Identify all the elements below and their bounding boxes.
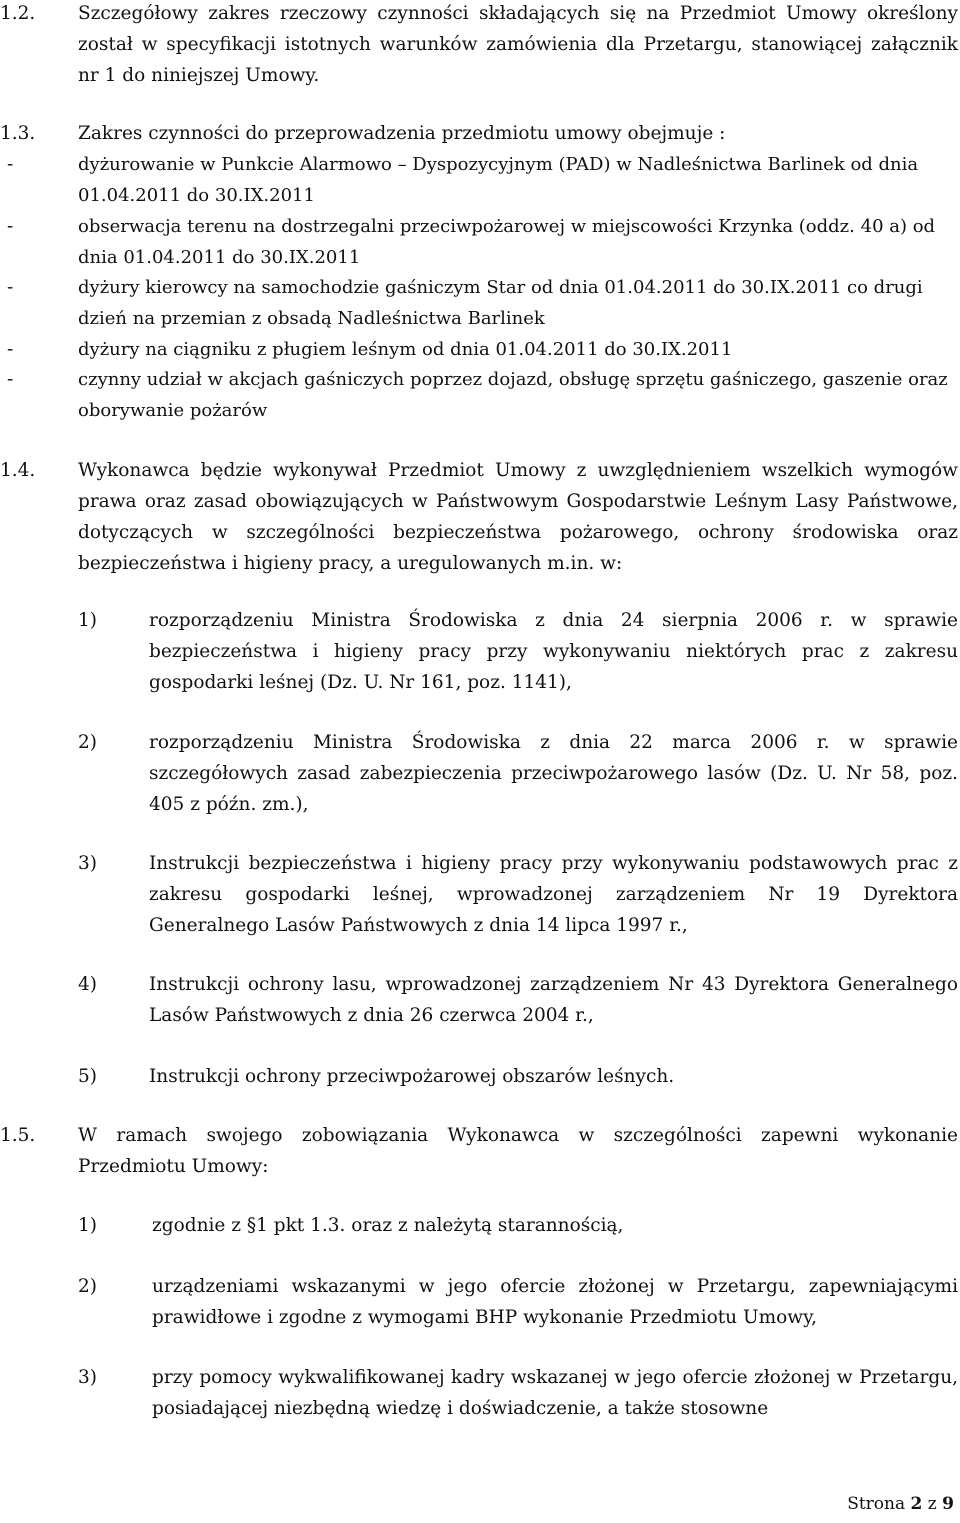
section-number: 1.3.	[0, 123, 36, 144]
page-separator: z	[927, 1494, 937, 1514]
list-item-text: Instrukcji bezpieczeństwa i higieny pracy przy wykonywaniu podstawowych prac z zakresu gospodarki leśnej, wprowadzonej zarządzeniem Nr 19 Dyrektora Generalnego Lasów Państwowych z dnia 14 lipca 1997 r.,	[149, 853, 958, 936]
section-text: Zakres czynności do przeprowadzenia przedmiotu umowy obejmuje :	[78, 123, 726, 144]
current-page-number: 2	[910, 1494, 923, 1514]
list-item-text: Instrukcji ochrony lasu, wprowadzonej zarządzeniem Nr 43 Dyrektora Generalnego Lasów Państwowych z dnia 26 czerwca 2004 r.,	[149, 974, 958, 1026]
list-item-number: 2)	[78, 732, 97, 753]
list-item-number: 3)	[78, 1367, 97, 1388]
list-item-text: dyżury kierowcy na samochodzie gaśniczym Star od dnia 01.04.2011 do 30.IX.2011 co drugi dzień na przemian z obsadą Nadleśnictwa Barlinek	[78, 277, 923, 329]
section-text: W ramach swojego zobowiązania Wykonawca w szczególności zapewni wykonanie Przedmiotu Umowy:	[78, 1125, 958, 1177]
section-number: 1.5.	[0, 1125, 36, 1146]
list-item-number: 1)	[78, 610, 97, 631]
list-item-number: 1)	[78, 1215, 97, 1236]
section-number: 1.2.	[0, 3, 36, 24]
list-item-text: czynny udział w akcjach gaśniczych poprzez dojazd, obsługę sprzętu gaśniczego, gaszenie oraz oborywanie pożarów	[78, 369, 948, 421]
section-text: Wykonawca będzie wykonywał Przedmiot Umowy z uwzględnieniem wszelkich wymogów prawa oraz zasad obowiązujących w Państwowym Gospodarstwie Leśnym Lasy Państwowe, dotyczących w szczególności bezpieczeństwa pożarowego, ochrony środowiska oraz bezpieczeństwa i higieny pracy, a uregulowanych m.in. w:	[78, 460, 958, 574]
dash-bullet: -	[7, 154, 14, 175]
dash-bullet: -	[7, 216, 14, 237]
list-item-text: przy pomocy wykwalifikowanej kadry wskazanej w jego ofercie złożonej w Przetargu, posiadającej niezbędną wiedzę i doświadczenie, a także stosowne	[152, 1367, 958, 1419]
section-text: Szczegółowy zakres rzeczowy czynności składających się na Przedmiot Umowy określony został w specyfikacji istotnych warunków zamówienia dla Przetargu, stanowiącej załącznik nr 1 do niniejszej Umowy.	[78, 3, 958, 86]
list-item-text: Instrukcji ochrony przeciwpożarowej obszarów leśnych.	[149, 1066, 675, 1087]
dash-bullet: -	[7, 369, 14, 390]
list-item-text: rozporządzeniu Ministra Środowiska z dnia 22 marca 2006 r. w sprawie szczegółowych zasad zabezpieczenia przeciwpożarowego lasów (Dz. U. Nr 58, poz. 405 z późn. zm.),	[149, 732, 958, 815]
list-item-text: zgodnie z §1 pkt 1.3. oraz z należytą starannością,	[152, 1215, 624, 1236]
list-item-text: dyżury na ciągniku z pługiem leśnym od dnia 01.04.2011 do 30.IX.2011	[78, 339, 733, 360]
page-label: Strona	[847, 1494, 906, 1514]
list-item-text: obserwacja terenu na dostrzegalni przeciwpożarowej w miejscowości Krzynka (oddz. 40 a) od dnia 01.04.2011 do 30.IX.2011	[78, 216, 936, 268]
list-item-number: 4)	[78, 974, 97, 995]
section-number: 1.4.	[0, 460, 36, 481]
dash-bullet: -	[7, 277, 14, 298]
list-item-text: dyżurowanie w Punkcie Alarmowo – Dyspozycyjnym (PAD) w Nadleśnictwa Barlinek od dnia 01.04.2011 do 30.IX.2011	[78, 154, 919, 206]
total-pages-number: 9	[942, 1494, 954, 1514]
dash-bullet: -	[7, 339, 14, 360]
list-item-text: urządzeniami wskazanymi w jego ofercie złożonej w Przetargu, zapewniającymi prawidłowe i zgodne z wymogami BHP wykonanie Przedmiotu Umowy,	[152, 1276, 958, 1328]
list-item-text: rozporządzeniu Ministra Środowiska z dnia 24 sierpnia 2006 r. w sprawie bezpieczeństwa i higieny pracy przy wykonywaniu niektórych prac z zakresu gospodarki leśnej (Dz. U. Nr 161, poz. 1141),	[149, 610, 958, 693]
list-item-number: 2)	[78, 1276, 97, 1297]
page-footer	[847, 1493, 954, 1515]
list-item-number: 3)	[78, 853, 97, 874]
list-item-number: 5)	[78, 1066, 97, 1087]
